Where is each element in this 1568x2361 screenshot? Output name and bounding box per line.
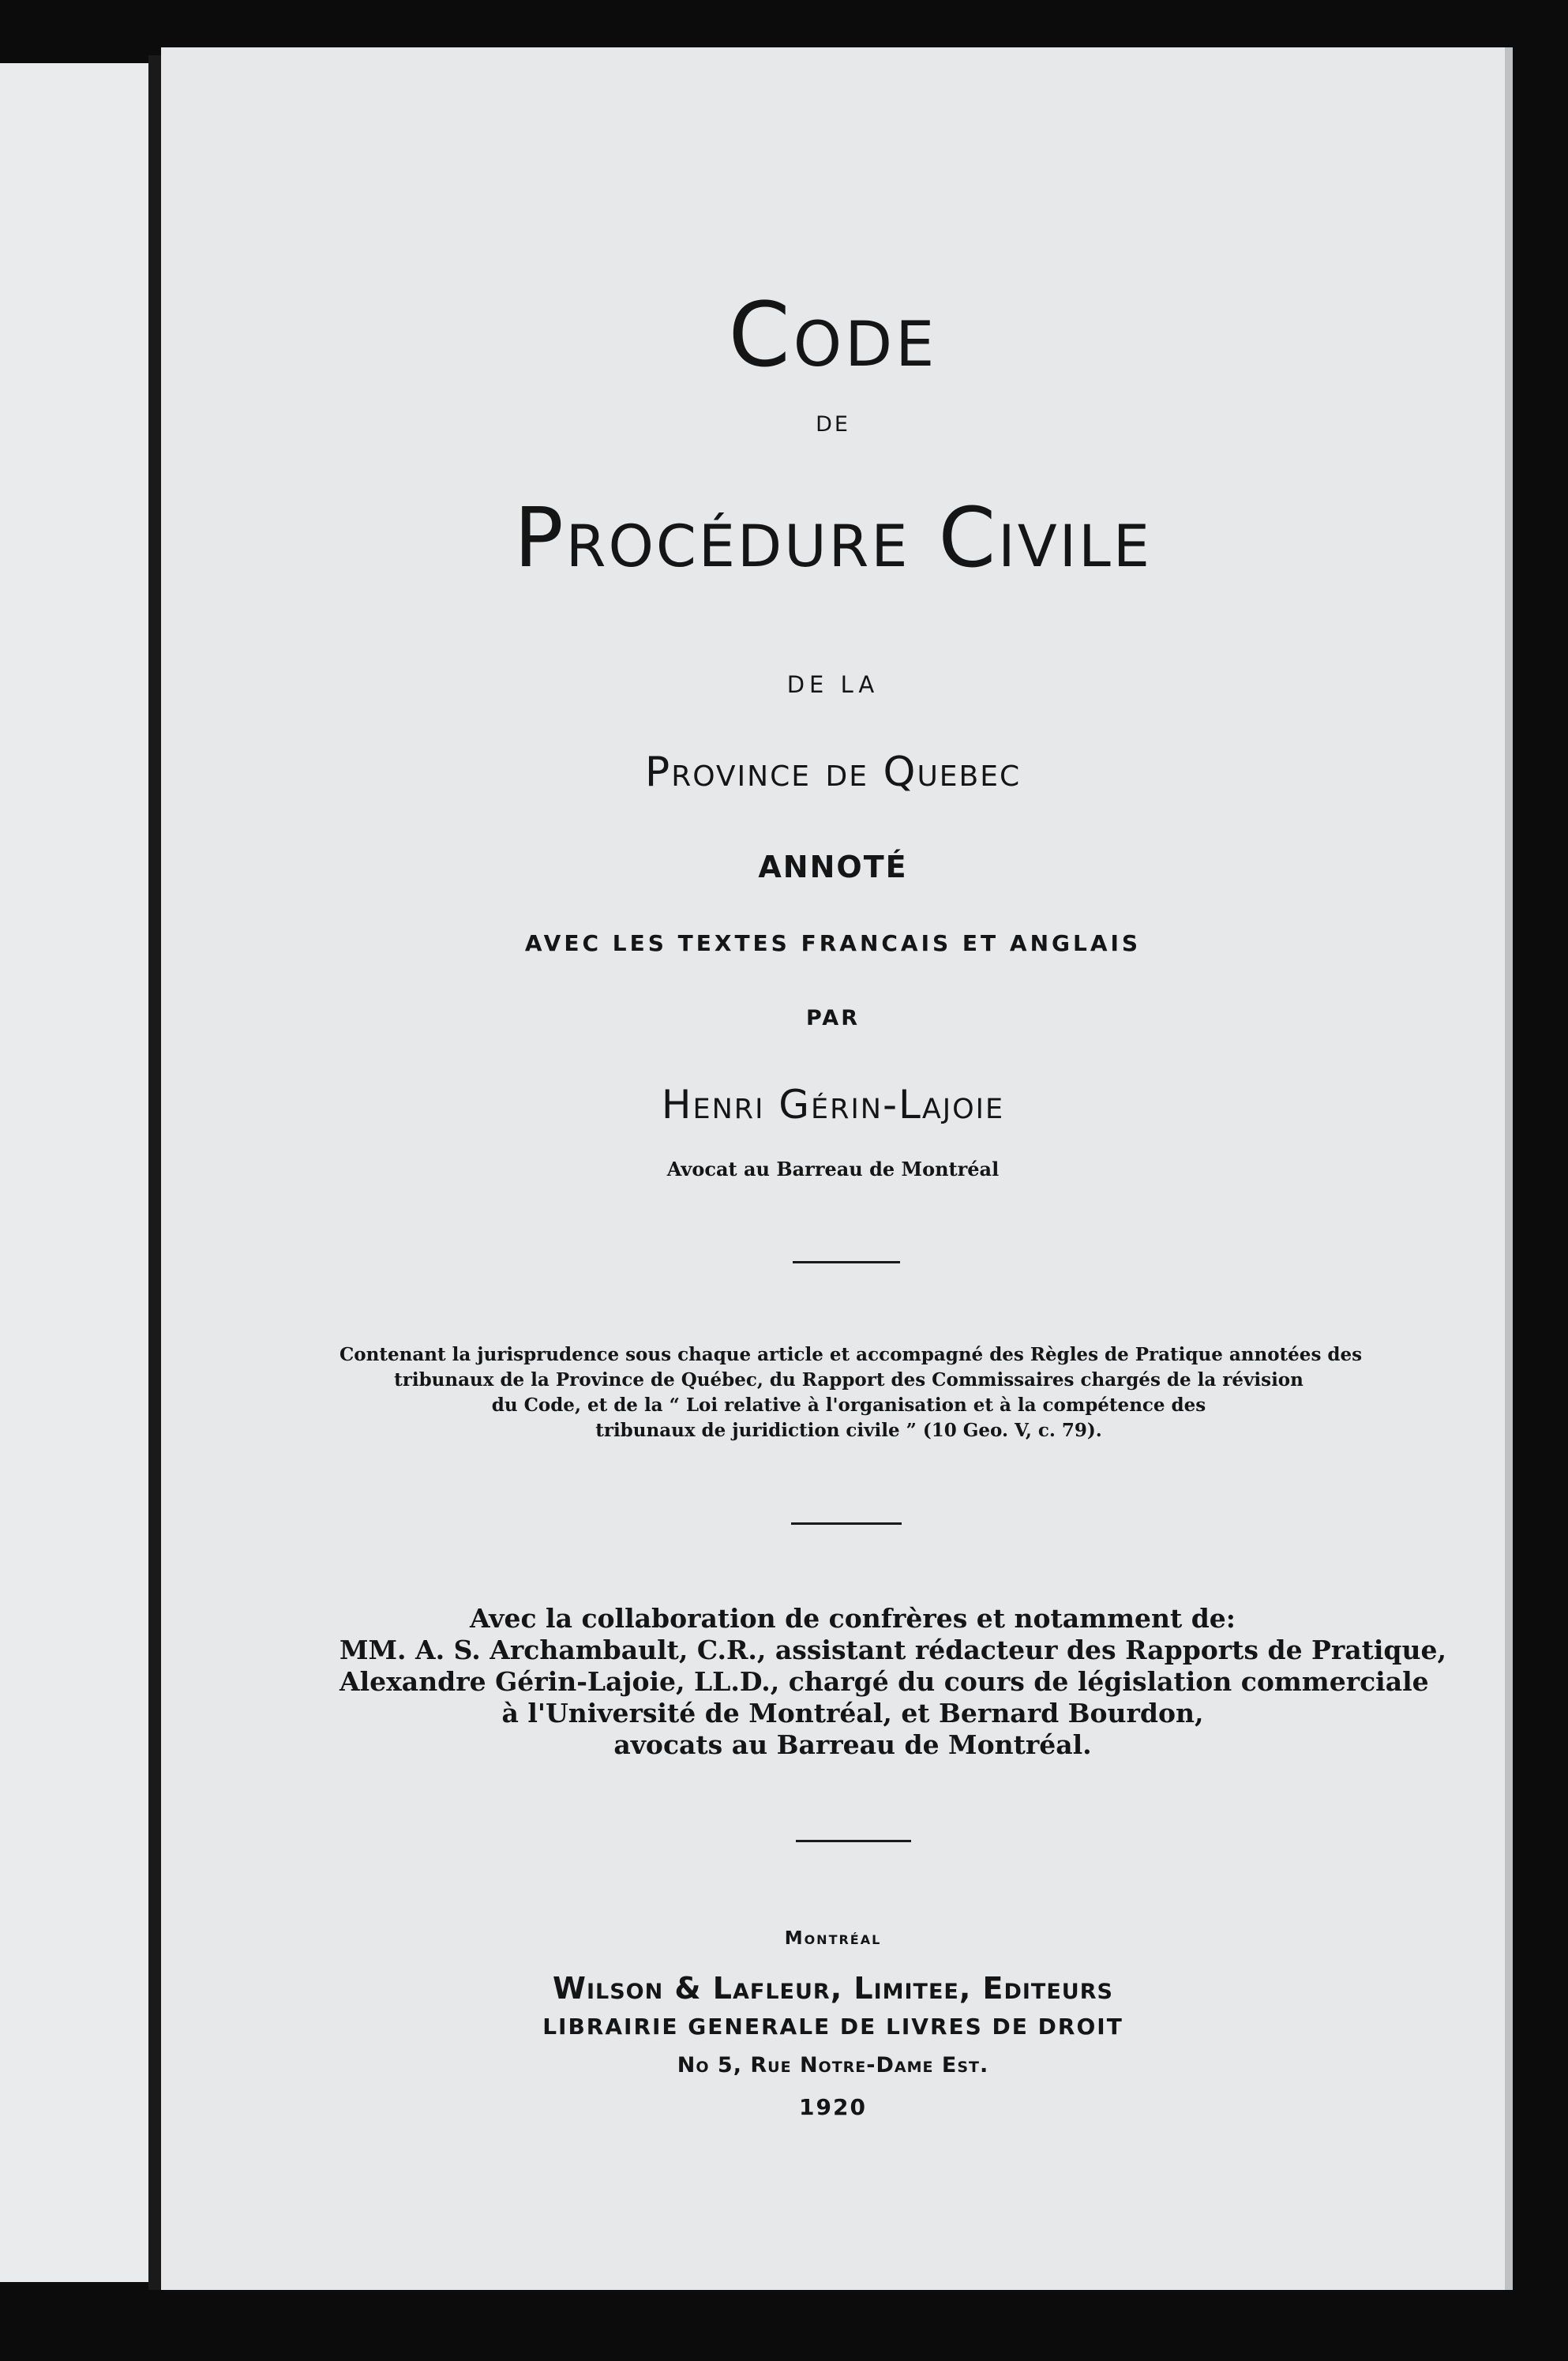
contents-line: Contenant la jurisprudence sous chaque article et accompagné des Règles de Pratique annotées des — [339, 1344, 1363, 1365]
collaboration-note — [339, 1603, 1446, 1761]
title-par: PAR — [806, 1006, 860, 1030]
title-de: DE — [816, 412, 850, 437]
publisher-name: Wilson & Lafleur, Limitee, Editeurs — [553, 1971, 1113, 2006]
title-code: Code — [728, 284, 938, 387]
title-languages: AVEC LES TEXTES FRANCAIS ET ANGLAIS — [524, 930, 1142, 956]
publisher-address: No 5, Rue Notre-Dame Est. — [677, 2053, 989, 2078]
publisher-city: Montréal — [784, 1928, 882, 1949]
collaboration-line: Avec la collaboration de confrères et notamment de: — [470, 1603, 1236, 1634]
left-page-margin — [0, 63, 148, 2282]
collaboration-line: Alexandre Gérin-Lajoie, LL.D., chargé du cours de législation commerciale — [339, 1666, 1429, 1697]
contents-note — [339, 1342, 1363, 1443]
publication-year: 1920 — [799, 2094, 867, 2120]
divider-rule — [791, 1522, 902, 1525]
title-de-la: DE LA — [786, 671, 880, 698]
divider-rule — [793, 1261, 900, 1263]
contents-line: tribunaux de la Province de Québec, du Rapport des Commissaires chargés de la révision — [394, 1369, 1304, 1391]
collaboration-line: à l'Université de Montréal, et Bernard Bourdon, — [501, 1698, 1204, 1729]
contents-line: tribunaux de juridiction civile ” (10 Geo. V, c. 79). — [595, 1420, 1102, 1441]
author-name: Henri Gérin-Lajoie — [661, 1082, 1005, 1128]
divider-rule — [796, 1840, 911, 1842]
collaboration-line: MM. A. S. Archambault, C.R., assistant rédacteur des Rapports de Pratique, — [339, 1635, 1446, 1665]
title-province: Province de Quebec — [644, 749, 1022, 796]
page-gutter — [148, 55, 161, 2290]
title-main: Procédure Civile — [514, 490, 1152, 586]
page-edge — [1505, 47, 1513, 2290]
publisher-subtitle: LIBRAIRIE GENERALE DE LIVRES DE DROIT — [542, 2014, 1123, 2040]
title-page — [161, 47, 1505, 2290]
collaboration-line: avocats au Barreau de Montréal. — [613, 1729, 1092, 1760]
contents-line: du Code, et de la “ Loi relative à l'organisation et à la compétence des — [491, 1394, 1206, 1416]
title-annote: ANNOTÉ — [758, 850, 908, 884]
author-role: Avocat au Barreau de Montréal — [666, 1158, 1000, 1180]
